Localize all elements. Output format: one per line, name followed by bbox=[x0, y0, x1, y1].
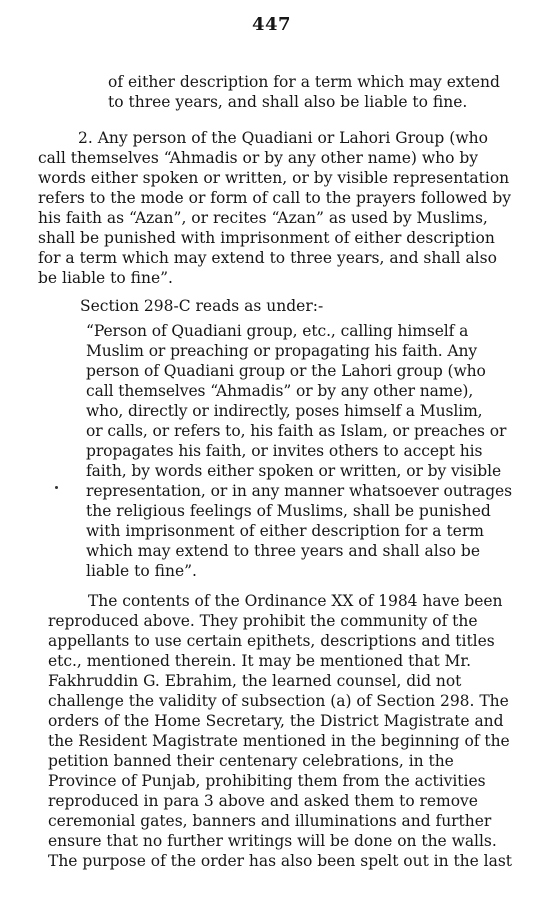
text-line: “Person of Quadiani group, etc., calling himself a bbox=[86, 322, 469, 340]
text-line: ensure that no further writings will be done on the walls. bbox=[48, 832, 497, 850]
text-line: The purpose of the order has also been spelt out in the last bbox=[48, 852, 512, 870]
text-line: his faith as “Azan”, or recites “Azan” as used by Muslims, bbox=[38, 209, 488, 227]
text-line: call themselves “Ahmadis or by any other name) who by bbox=[38, 149, 479, 167]
text-line: 2. Any person of the Quadiani or Lahori Group (who bbox=[78, 129, 488, 147]
text-line: person of Quadiani group or the Lahori group (who bbox=[86, 362, 486, 380]
text-line: propagates his faith, or invites others to accept his bbox=[86, 442, 483, 460]
text-line: to three years, and shall also be liable to fine. bbox=[108, 93, 468, 111]
text-line: refers to the mode or form of call to the prayers followed by bbox=[38, 189, 512, 207]
text-line: faith, by words either spoken or written, or by visible bbox=[86, 462, 502, 480]
text-line: be liable to fine”. bbox=[38, 269, 173, 287]
text-line: call themselves “Ahmadis” or by any other name), bbox=[86, 382, 474, 400]
text-line: orders of the Home Secretary, the District Magistrate and bbox=[48, 712, 504, 730]
text-line: words either spoken or written, or by visible representation bbox=[38, 169, 510, 187]
text-line: for a term which may extend to three years, and shall also bbox=[38, 249, 497, 267]
text-line: Fakhruddin G. Ebrahim, the learned counsel, did not bbox=[48, 672, 462, 690]
scan-speck bbox=[55, 486, 58, 489]
text-line: liable to fine”. bbox=[86, 562, 197, 580]
text-line: the Resident Magistrate mentioned in the beginning of the bbox=[48, 732, 510, 750]
text-line: petition banned their centenary celebrations, in the bbox=[48, 752, 454, 770]
continuation-paragraph bbox=[108, 72, 500, 112]
text-line: which may extend to three years and shall also be bbox=[86, 542, 481, 560]
text-line: the religious feelings of Muslims, shall be punished bbox=[86, 502, 491, 520]
text-line: The contents of the Ordinance XX of 1984 have been bbox=[88, 592, 503, 610]
page-number: 447 bbox=[251, 14, 292, 35]
text-line: appellants to use certain epithets, descriptions and titles bbox=[48, 632, 495, 650]
text-line: or calls, or refers to, his faith as Islam, or preaches or bbox=[86, 422, 507, 440]
text-line: ceremonial gates, banners and illuminations and further bbox=[48, 812, 492, 830]
text-line: etc., mentioned therein. It may be mentioned that Mr. bbox=[48, 652, 471, 670]
text-line: shall be punished with imprisonment of either description bbox=[38, 229, 495, 247]
text-line: Muslim or preaching or propagating his faith. Any bbox=[86, 342, 478, 360]
paragraph-2 bbox=[38, 128, 511, 288]
text-line: who, directly or indirectly, poses himself a Muslim, bbox=[86, 402, 483, 420]
section-heading-text: Section 298-C reads as under:- bbox=[80, 297, 324, 315]
text-line: Province of Punjab, prohibiting them from the activities bbox=[48, 772, 486, 790]
text-line: representation, or in any manner whatsoever outrages bbox=[86, 482, 512, 500]
text-line: of either description for a term which may extend bbox=[108, 73, 500, 91]
quoted-section bbox=[86, 321, 512, 581]
text-line: challenge the validity of subsection (a) of Section 298. The bbox=[48, 692, 509, 710]
text-line: with imprisonment of either description for a term bbox=[86, 522, 484, 540]
text-line: reproduced above. They prohibit the community of the bbox=[48, 612, 478, 630]
section-heading bbox=[80, 296, 323, 316]
paragraph-3 bbox=[48, 591, 512, 871]
text-line: reproduced in para 3 above and asked them to remove bbox=[48, 792, 478, 810]
